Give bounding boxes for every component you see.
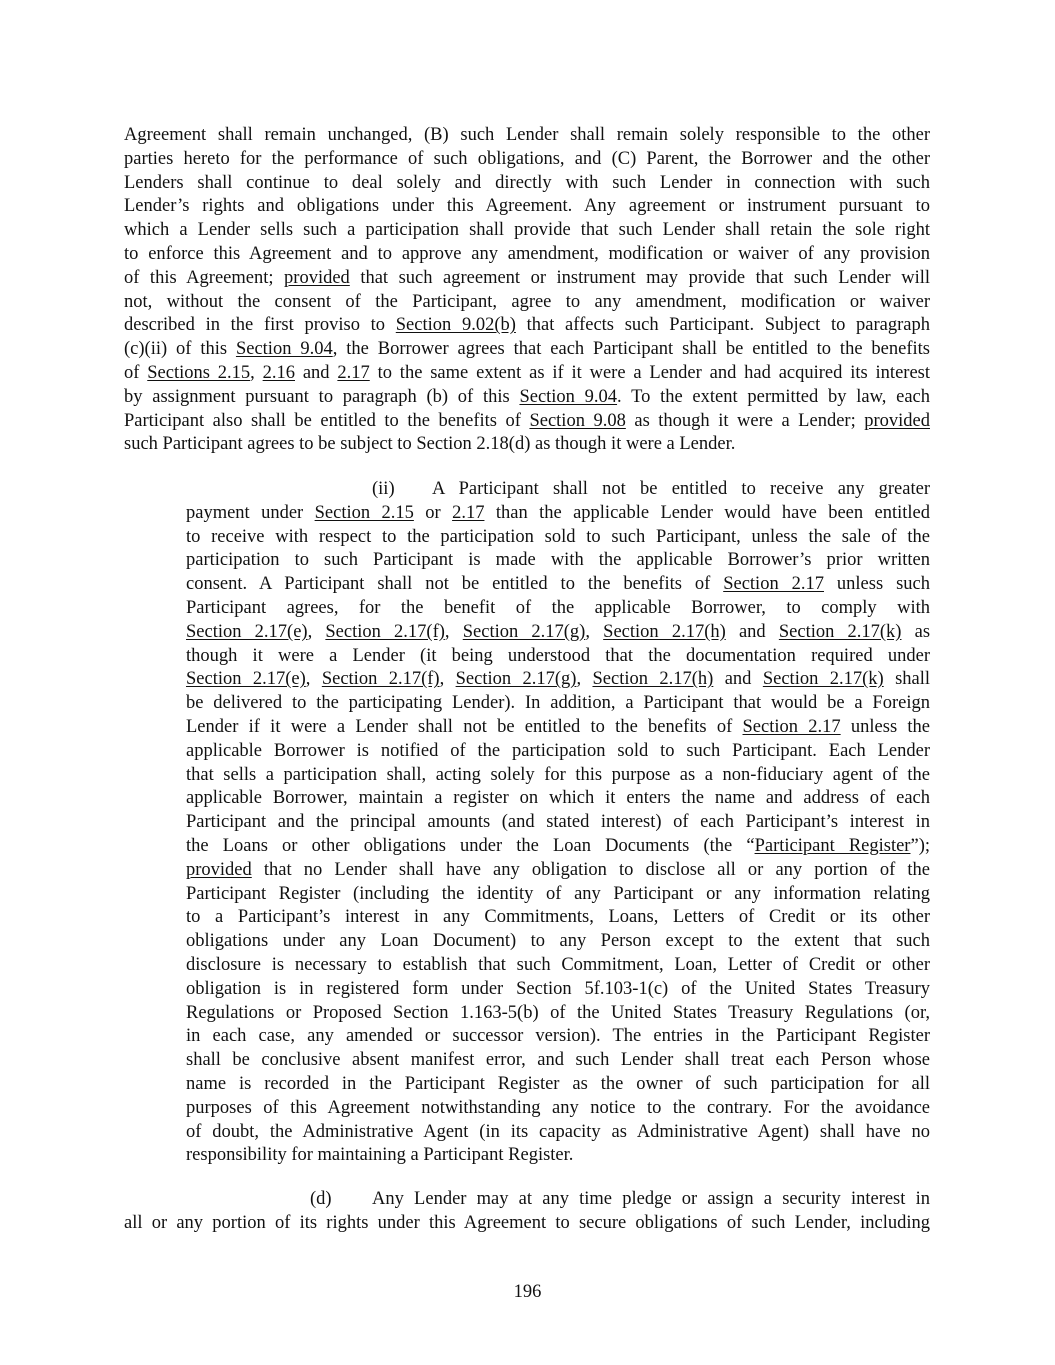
text-segment: which a Lender sells such a participation shall provide that such Lender shall retain the sole right bbox=[124, 220, 930, 241]
text-line bbox=[186, 930, 930, 954]
text-line bbox=[124, 433, 930, 457]
text-segment: applicable Borrower, maintain a register on which it enters the name and address of each bbox=[186, 788, 930, 809]
cross-reference: 2.17 bbox=[452, 502, 485, 523]
text-segment: as bbox=[901, 621, 931, 642]
text-line bbox=[186, 883, 930, 907]
text-segment: disclosure is necessary to establish that such Commitment, Loan, Letter of Credit or other bbox=[186, 954, 930, 975]
text-line bbox=[186, 1097, 930, 1121]
text-segment: to the same extent as if it were a Lender and had acquired its interest bbox=[369, 362, 930, 383]
text-segment: of doubt, the Administrative Agent (in its capacity as Administrative Agent) shall have no bbox=[186, 1121, 930, 1142]
text-segment: Participant also shall be entitled to the benefits of bbox=[124, 410, 530, 431]
text-segment: to enforce this Agreement and to approve any amendment, modification or waiver of any provision bbox=[124, 243, 930, 264]
text-segment: that sells a participation shall, acting solely for this purpose as a non-fiduciary agent of the bbox=[186, 764, 930, 785]
text-segment: payment under bbox=[186, 502, 315, 523]
text-line bbox=[186, 1121, 930, 1145]
text-segment: to a Participant’s interest in any Commitments, Loans, Letters of Credit or its other bbox=[186, 907, 930, 928]
text-line bbox=[124, 291, 930, 315]
text-segment: , bbox=[305, 669, 322, 690]
text-segment: as though it were a Lender; bbox=[625, 410, 865, 431]
cross-reference: Section 2.17 bbox=[723, 574, 824, 595]
text-line bbox=[186, 978, 930, 1002]
text-segment: unless such bbox=[824, 574, 930, 595]
text-segment: , bbox=[250, 362, 263, 383]
text-segment: Lender if it were a Lender shall not be entitled to the benefits of bbox=[186, 716, 743, 737]
text-segment: responsibility for maintaining a Participant Register. bbox=[186, 1145, 574, 1166]
text-segment: Lenders shall continue to deal solely and directly with such Lender in connection with such bbox=[124, 172, 930, 193]
text-line bbox=[124, 410, 930, 434]
text-segment: to receive with respect to the participation sold to such Participant, unless the sale of the bbox=[186, 526, 930, 547]
text-line bbox=[124, 1188, 930, 1212]
text-line bbox=[186, 549, 930, 573]
text-segment: by assignment pursuant to paragraph (b) of this bbox=[124, 386, 520, 407]
text-segment: be delivered to the participating Lender). In addition, a Participant that would be a Foreign bbox=[186, 693, 930, 714]
cross-reference: Section 9.04 bbox=[519, 386, 618, 407]
text-line bbox=[186, 859, 930, 883]
text-line bbox=[124, 1212, 930, 1236]
text-line bbox=[186, 811, 930, 835]
text-segment: (c)(ii) of this bbox=[124, 339, 236, 360]
text-segment: or bbox=[413, 502, 453, 523]
text-segment: that affects such Participant. Subject to paragraph bbox=[515, 315, 931, 336]
text-segment: described in the first proviso to bbox=[124, 315, 396, 336]
text-line bbox=[186, 1073, 930, 1097]
text-segment: that no Lender shall have any obligation to disclose all or any portion of the bbox=[251, 859, 930, 880]
text-segment: name is recorded in the Participant Register as the owner of such participation for all bbox=[186, 1073, 930, 1094]
text-line bbox=[124, 219, 930, 243]
text-segment: though it were a Lender (it being understood that the documentation required under bbox=[186, 645, 930, 666]
text-segment: unless the bbox=[840, 716, 930, 737]
cross-reference: 2.16 bbox=[262, 362, 295, 383]
cross-reference: 2.17 bbox=[337, 362, 370, 383]
cross-reference: Sections 2.15 bbox=[147, 362, 251, 383]
cross-reference: Section 2.17(g) bbox=[462, 621, 586, 642]
text-line bbox=[186, 573, 930, 597]
cross-reference: Section 2.17(f) bbox=[325, 621, 445, 642]
cross-reference: Section 2.17(g) bbox=[455, 669, 577, 690]
text-line bbox=[186, 502, 930, 526]
text-line bbox=[186, 478, 930, 502]
text-segment: purposes of this Agreement notwithstanding any notice to the contrary. For the avoidance bbox=[186, 1097, 930, 1118]
text-segment: obligation is in registered form under Section 5f.103-1(c) of the United States Treasury bbox=[186, 978, 930, 999]
cross-reference: Section 2.17(k) bbox=[762, 669, 884, 690]
text-line bbox=[124, 338, 930, 362]
text-segment: Participant Register (including the identity of any Participant or any information relating bbox=[186, 883, 930, 904]
text-line bbox=[186, 716, 930, 740]
text-line bbox=[124, 314, 930, 338]
text-segment: the Loans or other obligations under the Loan Documents (the “ bbox=[186, 835, 755, 856]
text-segment: ”); bbox=[910, 835, 930, 856]
text-segment: parties hereto for the performance of such obligations, and (C) Parent, the Borrower and the other bbox=[124, 148, 930, 169]
cross-reference: Section 2.17(h) bbox=[592, 669, 714, 690]
text-segment: , the Borrower agrees that each Participant shall be entitled to the benefits bbox=[332, 339, 930, 360]
text-segment: , bbox=[307, 621, 326, 642]
cross-reference: provided bbox=[186, 859, 252, 880]
cross-reference: Section 2.17(e) bbox=[186, 669, 306, 690]
cross-reference: Section 2.17(f) bbox=[321, 669, 440, 690]
text-segment: not, without the consent of the Participant, agree to any amendment, modification or waiver bbox=[124, 291, 930, 312]
cross-reference: Section 2.17 bbox=[742, 716, 841, 737]
text-segment: , bbox=[585, 621, 604, 642]
text-line bbox=[186, 835, 930, 859]
text-line bbox=[124, 124, 930, 148]
cross-reference: Section 2.15 bbox=[314, 502, 414, 523]
text-segment: and bbox=[713, 669, 763, 690]
cross-reference: Section 2.17(h) bbox=[603, 621, 726, 642]
text-line bbox=[124, 172, 930, 196]
cross-reference: Section 9.02(b) bbox=[395, 315, 516, 336]
text-line bbox=[186, 1144, 930, 1168]
text-segment: consent. A Participant shall not be entitled to the benefits of bbox=[186, 574, 724, 595]
text-segment: all or any portion of its rights under this Agreement to secure obligations of such Lender, including bbox=[124, 1212, 930, 1233]
text-segment: that such agreement or instrument may provide that such Lender will bbox=[349, 267, 930, 288]
paragraph-d-pledge bbox=[124, 1188, 930, 1236]
text-line bbox=[186, 645, 930, 669]
text-segment: of this Agreement; bbox=[124, 267, 285, 288]
text-line bbox=[124, 148, 930, 172]
text-segment: shall bbox=[883, 669, 931, 690]
text-segment: such Participant agrees to be subject to Section 2.18(d) as though it were a Lender. bbox=[124, 434, 736, 455]
text-line bbox=[186, 621, 930, 645]
text-segment: Participant and the principal amounts (and stated interest) of each Participant’s interest in bbox=[186, 812, 930, 833]
paragraph-participation-rights bbox=[124, 124, 930, 457]
cross-reference: Section 9.08 bbox=[529, 410, 626, 431]
text-segment: and bbox=[725, 621, 779, 642]
text-line bbox=[124, 243, 930, 267]
text-segment: than the applicable Lender would have been entitled bbox=[484, 502, 930, 523]
cross-reference: Section 2.17(k) bbox=[778, 621, 902, 642]
text-line bbox=[124, 362, 930, 386]
clause-label: (ii) bbox=[372, 479, 395, 499]
cross-reference: Section 9.04 bbox=[235, 339, 333, 360]
text-segment: Any Lender may at any time pledge or assign a security interest in bbox=[372, 1189, 930, 1209]
text-line bbox=[124, 267, 930, 291]
text-segment: , bbox=[439, 669, 456, 690]
text-line bbox=[186, 692, 930, 716]
cross-reference: provided bbox=[284, 267, 350, 288]
text-line bbox=[186, 787, 930, 811]
text-segment: A Participant shall not be entitled to receive any greater bbox=[432, 479, 930, 499]
text-segment: participation to such Participant is made with the applicable Borrower’s prior written bbox=[186, 550, 930, 571]
text-segment: Regulations or Proposed Section 1.163-5(b) of the United States Treasury Regulations (or, bbox=[186, 1002, 930, 1023]
text-line bbox=[186, 668, 930, 692]
text-segment: , bbox=[576, 669, 593, 690]
text-segment: . To the extent permitted by law, each bbox=[617, 386, 930, 407]
text-line bbox=[186, 906, 930, 930]
text-line bbox=[186, 1049, 930, 1073]
text-segment: applicable Borrower is notified of the participation sold to such Participant. Each Lender bbox=[186, 740, 930, 761]
cross-reference: Participant Register bbox=[754, 835, 911, 856]
cross-reference: provided bbox=[864, 410, 930, 431]
text-line bbox=[124, 195, 930, 219]
text-line bbox=[124, 386, 930, 410]
text-segment: obligations under any Loan Document) to any Person except to the extent that such bbox=[186, 931, 930, 952]
cross-reference: Section 2.17(e) bbox=[186, 621, 308, 642]
text-line bbox=[186, 1002, 930, 1026]
text-segment: shall be conclusive absent manifest error, and such Lender shall treat each Person whose bbox=[186, 1050, 930, 1071]
text-segment: Participant agrees, for the benefit of the applicable Borrower, to comply with bbox=[186, 597, 930, 618]
text-line bbox=[186, 1025, 930, 1049]
text-line bbox=[186, 764, 930, 788]
text-segment: in each case, any amended or successor version). The entries in the Participant Register bbox=[186, 1026, 930, 1047]
paragraph-ii-greater-payment bbox=[186, 478, 930, 1168]
text-line bbox=[186, 597, 930, 621]
text-line bbox=[186, 740, 930, 764]
page-number: 196 bbox=[513, 1282, 542, 1302]
text-line bbox=[186, 526, 930, 550]
text-segment: Agreement shall remain unchanged, (B) such Lender shall remain solely responsible to the other bbox=[124, 125, 930, 145]
text-segment: of bbox=[124, 362, 148, 383]
text-segment: , bbox=[444, 621, 463, 642]
text-segment: and bbox=[295, 362, 338, 383]
text-segment: Lender’s rights and obligations under this Agreement. Any agreement or instrument pursuant to bbox=[124, 196, 930, 217]
clause-label: (d) bbox=[310, 1189, 332, 1209]
text-line bbox=[186, 954, 930, 978]
